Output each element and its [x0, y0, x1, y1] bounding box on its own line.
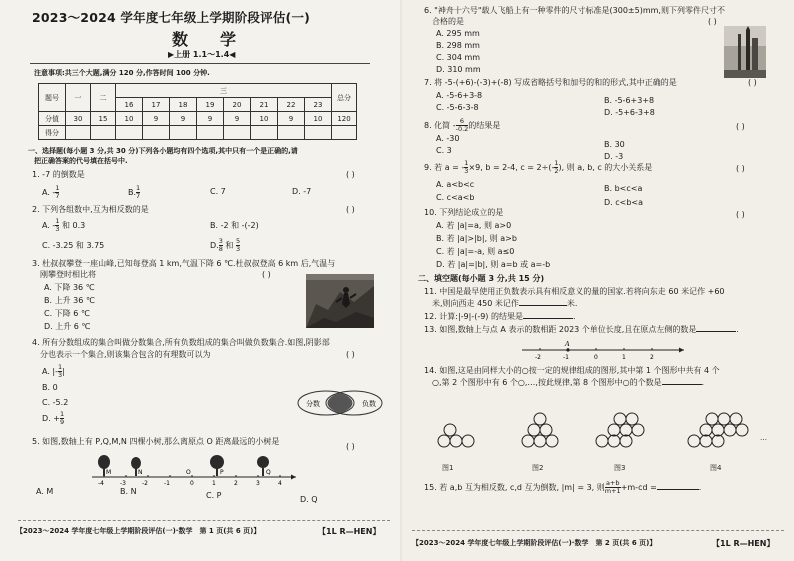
option-a: A. - $\frac{1}{7}$	[42, 184, 60, 200]
option-a: A. 下降 36 ℃	[44, 283, 95, 292]
option-d: D. + $\frac{1}{9}$	[42, 410, 65, 426]
table-cell: 分值	[39, 112, 66, 126]
score-cell[interactable]	[197, 126, 224, 140]
question-13-stem: 13. 如图,数轴上与点 A 表示的数相距 2023 个单位长度,且在原点左侧的数是 .	[424, 325, 739, 334]
question-6-stem: 6. "神舟十六号"载人飞船上有一种零件的尺寸标准是(300±5)mm,则下列零件尺寸不	[424, 6, 725, 15]
figure-3-label: 图3	[614, 464, 626, 472]
footer-code: 【1L R—HEN】	[318, 527, 381, 536]
answer-paren[interactable]: ( )	[262, 270, 271, 279]
option-a: A. 295 mm	[436, 29, 480, 38]
figure-2	[522, 413, 558, 447]
venn-label-left: 分数	[306, 400, 320, 408]
table-cell: 18	[170, 98, 197, 112]
tree-number-line	[90, 448, 300, 488]
climber-photo	[306, 274, 374, 328]
subject-title: 数 学	[172, 30, 245, 49]
table-cell: 120	[332, 112, 357, 126]
figure-2-label: 图2	[532, 464, 544, 472]
section1-title: 一、选择题(每小题 3 分,共 30 分)下列各小题均有四个选项,其中只有一个是正确的,请	[28, 147, 298, 155]
ellipsis: …	[760, 434, 767, 442]
svg-text:1: 1	[212, 480, 216, 487]
svg-text:-4: -4	[98, 480, 104, 487]
question-10-stem: 10. 下列结论成立的是	[424, 208, 504, 217]
table-header: 题号	[39, 84, 66, 112]
option-a: A. -30	[436, 134, 460, 143]
option-c: C. -5-6-3-8	[436, 103, 479, 112]
tree-Q	[257, 456, 271, 476]
option-c: C. -3.25 和 3.75	[42, 241, 105, 250]
option-b: B. 0	[42, 383, 58, 392]
venn-diagram	[296, 388, 386, 418]
figure-1-label: 图1	[442, 464, 454, 472]
answer-blank[interactable]	[662, 384, 702, 385]
score-cell[interactable]	[143, 126, 170, 140]
table-header: 二	[91, 84, 116, 112]
question-4-stem-cont: 分也表示一个集合,则该集合包含的有理数可以为	[40, 350, 211, 359]
table-cell: 23	[305, 98, 332, 112]
svg-text:2: 2	[234, 480, 238, 487]
rocket-photo	[724, 26, 766, 78]
origin-label: O	[186, 469, 191, 476]
figure-3	[596, 413, 644, 447]
option-a: A. |- $\frac{1}{3}$ |	[42, 363, 65, 379]
notice: 注意事项:共三个大题,满分 120 分,作答时间 100 分钟.	[34, 69, 210, 77]
svg-text:1: 1	[622, 354, 626, 361]
answer-blank[interactable]	[696, 331, 736, 332]
question-5-stem: 5. 如图,数轴上有 P,Q,M,N 四棵小树,那么离原点 O 距离最远的小树是	[32, 437, 280, 446]
question-12-stem: 12. 计算:|-9|-(-9) 的结果是 .	[424, 312, 576, 321]
option-d: D. -5+6-3+8	[604, 108, 655, 117]
question-9-stem: 9. 若 a = - $\frac{1}{3}$ ×9, b = 2-4, c = 2÷(- $\frac{1}{2}$ ), 则 a, b, c 的大小关系是	[424, 159, 653, 175]
option-b: B. 298 mm	[436, 41, 480, 50]
question-3-stem-cont: 刚攀登时相比将	[40, 270, 96, 279]
option-d: D. -3	[604, 152, 624, 161]
svg-text:3: 3	[256, 480, 260, 487]
option-a: A. - $\frac{1}{3}$ 和 0.3	[42, 217, 86, 233]
score-cell[interactable]	[305, 126, 332, 140]
score-cell[interactable]	[224, 126, 251, 140]
option-b: B. 若 |a|>|b|, 则 a>b	[436, 234, 517, 243]
answer-paren[interactable]: ( )	[736, 164, 745, 173]
option-b: B. N	[120, 487, 137, 496]
svg-text:4: 4	[278, 480, 282, 487]
table-header: 三	[116, 84, 332, 98]
tree-P	[210, 455, 224, 476]
table-cell: 9	[197, 112, 224, 126]
svg-text:-2: -2	[535, 354, 541, 361]
option-b: B. $\frac{1}{7}$	[128, 184, 141, 200]
option-b: B. b<c<a	[604, 184, 643, 193]
answer-paren[interactable]: ( )	[736, 122, 745, 131]
scope-label: ▶上册 1.1～1.4◀	[168, 50, 236, 59]
question-15-stem: 15. 若 a,b 互为相反数, c,d 互为倒数, |m| = 3, 则 $\frac{a+b}{m+1}$ +m-cd = .	[424, 479, 702, 495]
question-6-stem-cont: 合格的是	[432, 17, 464, 26]
tree-N	[131, 457, 143, 476]
table-cell: 30	[66, 112, 91, 126]
svg-text:0: 0	[190, 480, 194, 487]
svg-text:-1: -1	[164, 480, 170, 487]
option-d: D. c<b<a	[604, 198, 644, 207]
option-a: A. 若 |a|=a, 则 a>0	[436, 221, 512, 230]
circle-pattern-figure	[420, 408, 770, 478]
page-footer: 【2023～2024 学年度七年级上学期阶段评估(一)·数学 第 1 页(共 6 页)】	[16, 527, 261, 535]
footer-code: 【1L R—HEN】	[712, 539, 775, 548]
option-d: D. -7	[292, 187, 312, 196]
answer-blank[interactable]	[523, 318, 573, 319]
table-cell: 10	[251, 112, 278, 126]
point-a-label: A	[565, 340, 570, 348]
question-14-stem-cont: ○,第 2 个图形中有 6 个○,…,按此规律,第 8 个图形中○的个数是 .	[432, 378, 705, 387]
svg-text:P: P	[220, 469, 224, 476]
table-cell: 20	[224, 98, 251, 112]
option-a: A. -5-6+3-8	[436, 91, 483, 100]
option-d: D. 若 |a|=|b|, 则 a=b 或 a=-b	[436, 260, 551, 269]
option-b: B. 上升 36 ℃	[44, 296, 95, 305]
answer-blank[interactable]	[657, 489, 699, 490]
svg-text:-2: -2	[142, 480, 148, 487]
answer-paren[interactable]: ( )	[346, 350, 355, 359]
answer-blank[interactable]	[519, 305, 567, 306]
answer-paren[interactable]: ( )	[346, 205, 355, 214]
exam-page-2	[402, 0, 794, 561]
score-cell[interactable]	[66, 126, 91, 140]
option-c: C. P	[206, 491, 222, 500]
question-11-stem: 11. 中国是最早使用正负数表示具有相反意义的量的国家.若将向东走 60 米记作 +60	[424, 287, 725, 296]
option-c: C. -5.2	[42, 398, 69, 407]
svg-text:M: M	[106, 469, 112, 476]
question-7-stem: 7. 将 -5-(+6)-(-3)+(-8) 写成省略括号和加号的和的形式,其中正确的是	[424, 78, 677, 87]
table-cell: 21	[251, 98, 278, 112]
table-cell: 19	[197, 98, 224, 112]
option-c: C. 下降 6 ℃	[44, 309, 90, 318]
tree-M	[98, 455, 111, 476]
option-c: C. c<a<b	[436, 193, 475, 202]
question-8-stem: 8. 化简 - $\frac{6}{-0.2}$ 的结果是	[424, 117, 501, 133]
answer-paren[interactable]: ( )	[736, 210, 745, 219]
option-b: B. -5-6+3+8	[604, 96, 655, 105]
option-d: D. $\frac{3}{8}$ 和 $\frac{5}{3}$	[210, 237, 241, 253]
svg-text:Q: Q	[266, 469, 271, 476]
score-cell[interactable]	[251, 126, 278, 140]
question-1-stem: 1. -7 的倒数是	[32, 170, 85, 179]
option-d: D. 上升 6 ℃	[44, 322, 91, 331]
table-header: 一	[66, 84, 91, 112]
divider	[18, 520, 390, 521]
table-cell: 10	[305, 112, 332, 126]
answer-paren[interactable]: ( )	[346, 442, 355, 451]
question-2-stem: 2. 下列各组数中,互为相反数的是	[32, 205, 149, 214]
option-a: A. M	[36, 487, 54, 496]
table-cell: 17	[143, 98, 170, 112]
page-footer: 【2023～2024 学年度七年级上学期阶段评估(一)·数学 第 2 页(共 6 页)】	[412, 539, 657, 547]
score-cell[interactable]	[116, 126, 143, 140]
table-header: 总分	[332, 84, 357, 112]
svg-text:0: 0	[594, 354, 598, 361]
table-cell: 15	[91, 112, 116, 126]
question-4-stem: 4. 所有分数组成的集合叫做分数集合,所有负数组成的集合叫做负数集合.如图,阴影部	[32, 338, 330, 347]
svg-text:2: 2	[650, 354, 654, 361]
svg-text:N: N	[138, 469, 143, 476]
divider	[412, 530, 784, 531]
venn-label-right: 负数	[362, 400, 376, 408]
option-a: A. a<b<c	[436, 180, 475, 189]
figure-4-label: 图4	[710, 464, 722, 472]
section1-title-cont: 把正确答案的代号填在括号中.	[34, 157, 128, 165]
question-11-stem-cont: 米,则向西走 450 米记作 米.	[432, 299, 578, 308]
table-cell: 16	[116, 98, 143, 112]
table-cell: 9	[224, 112, 251, 126]
option-b: B. 30	[604, 140, 625, 149]
table-cell: 9	[278, 112, 305, 126]
section2-title: 二、填空题(每小题 3 分,共 15 分)	[418, 274, 545, 283]
option-c: C. 3	[436, 146, 452, 155]
answer-paren[interactable]: ( )	[708, 17, 717, 26]
table-cell: 9	[170, 112, 197, 126]
option-c: C. 7	[210, 187, 226, 196]
score-cell[interactable]	[91, 126, 116, 140]
score-cell[interactable]	[332, 126, 357, 140]
score-cell[interactable]	[170, 126, 197, 140]
table-cell: 9	[143, 112, 170, 126]
figure-4	[688, 413, 748, 447]
exam-title: 2023～2024 学年度七年级上学期阶段评估(一)	[32, 10, 311, 25]
svg-text:-1: -1	[563, 354, 569, 361]
score-cell[interactable]	[278, 126, 305, 140]
table-cell: 10	[116, 112, 143, 126]
score-table	[38, 83, 357, 140]
divider	[30, 63, 370, 64]
option-c: C. 若 |a|=-a, 则 a≤0	[436, 247, 515, 256]
table-cell: 22	[278, 98, 305, 112]
option-d: D. 310 mm	[436, 65, 481, 74]
option-b: B. -2 和 -(-2)	[210, 221, 259, 230]
option-c: C. 304 mm	[436, 53, 481, 62]
svg-text:-3: -3	[120, 480, 126, 487]
number-line-13	[518, 338, 688, 362]
option-d: D. Q	[300, 495, 318, 504]
figure-1	[438, 424, 474, 447]
answer-paren[interactable]: ( )	[346, 170, 355, 179]
question-14-stem: 14. 如图,这是由同样大小的○按一定的规律组成的图形,其中第 1 个图形中共有 4 个	[424, 366, 720, 375]
question-3-stem: 3. 杜叔叔攀登一座山峰,已知每登高 1 km,气温下降 6 ℃.杜叔叔登高 6 km 后,气温与	[32, 259, 336, 268]
table-cell: 得分	[39, 126, 66, 140]
answer-paren[interactable]: ( )	[748, 78, 757, 87]
